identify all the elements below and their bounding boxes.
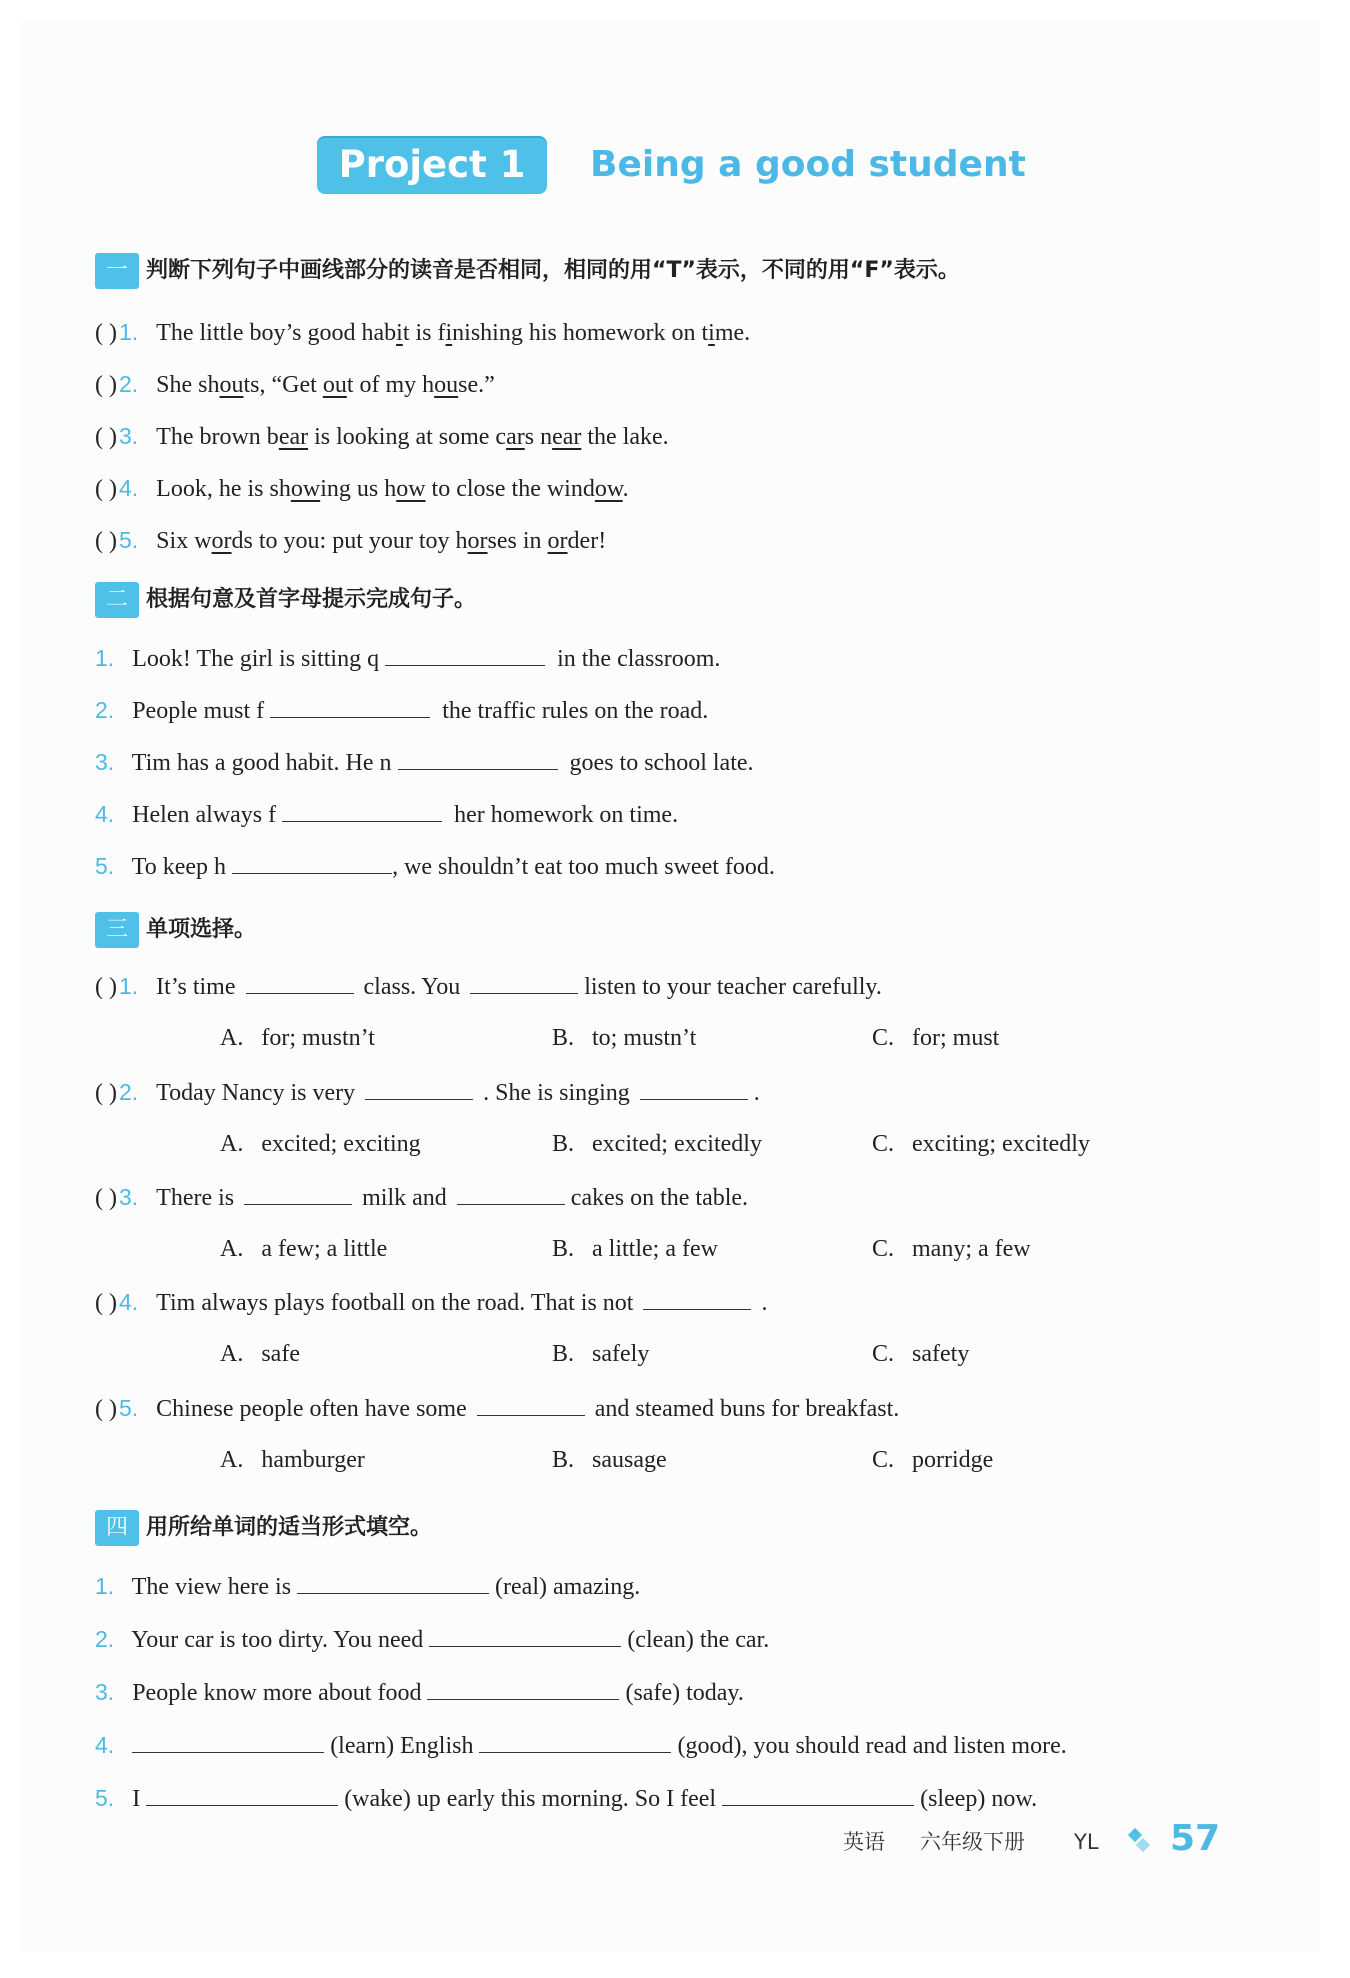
question-text: There is bbox=[156, 1185, 235, 1211]
option-text: exciting; excitedly bbox=[912, 1131, 1090, 1157]
section-1-number: 一 bbox=[95, 253, 139, 289]
s2-num: 4. bbox=[95, 801, 115, 827]
answer-parentheses[interactable]: ( ) bbox=[95, 1396, 117, 1422]
underlined-letters: i bbox=[708, 320, 715, 346]
underlined-letters: ow bbox=[594, 476, 623, 502]
sentence-text: s n bbox=[524, 424, 553, 450]
s2-item-5 bbox=[95, 850, 775, 883]
section-4-number: 四 bbox=[95, 1510, 139, 1546]
option-letter: A. bbox=[220, 1447, 244, 1473]
underlined-letters: or bbox=[467, 528, 488, 554]
option-text: excited; excitedly bbox=[592, 1131, 762, 1157]
s4-num: 1. bbox=[95, 1573, 115, 1599]
s2-text: in the classroom. bbox=[557, 646, 721, 672]
answer-blank[interactable] bbox=[282, 799, 442, 822]
section-4-instruction: 用所给单词的适当形式填空。 bbox=[146, 1515, 433, 1540]
option-letter: A. bbox=[220, 1025, 244, 1051]
sentence-text: Six w bbox=[156, 528, 212, 554]
question-number: 2. bbox=[118, 1079, 139, 1105]
question-number: 4. bbox=[118, 1289, 139, 1315]
answer-parentheses[interactable]: ( ) bbox=[95, 1080, 117, 1106]
option-letter: B. bbox=[552, 1236, 575, 1262]
s4-text: (learn) English bbox=[330, 1733, 474, 1759]
s2-num: 2. bbox=[95, 697, 115, 723]
footer-edition: YL bbox=[1074, 1830, 1099, 1854]
s4-item-2 bbox=[95, 1623, 769, 1656]
option-c[interactable] bbox=[872, 1128, 1090, 1160]
question-text: . She is singing bbox=[483, 1080, 630, 1106]
sentence-text: se.” bbox=[458, 372, 495, 398]
answer-blank[interactable] bbox=[246, 971, 354, 994]
sentence-text: She sh bbox=[156, 372, 220, 398]
s2-text: goes to school late. bbox=[569, 750, 754, 776]
option-b[interactable] bbox=[552, 1233, 718, 1265]
option-text: a few; a little bbox=[261, 1236, 388, 1262]
option-text: safely bbox=[592, 1341, 650, 1367]
question-text: milk and bbox=[362, 1185, 447, 1211]
page-title: Being a good student bbox=[590, 144, 1026, 185]
answer-blank[interactable] bbox=[146, 1783, 338, 1806]
option-letter: B. bbox=[552, 1025, 575, 1051]
option-text: for; mustn’t bbox=[261, 1025, 375, 1051]
s2-text: To keep h bbox=[131, 854, 227, 880]
s3-item-3 bbox=[95, 1181, 748, 1214]
answer-blank[interactable] bbox=[365, 1077, 473, 1100]
s4-item-3 bbox=[95, 1676, 744, 1709]
question-text: . bbox=[761, 1290, 768, 1316]
sentence-text: nishing his homework on t bbox=[452, 320, 709, 346]
underlined-letters: ow bbox=[290, 476, 321, 502]
s4-text: (wake) up early this morning. So I feel bbox=[344, 1786, 717, 1812]
question-number: 3. bbox=[118, 1184, 139, 1210]
s3-item-1 bbox=[95, 970, 882, 1003]
s4-text: (good), you should read and listen more. bbox=[677, 1733, 1067, 1759]
option-text: porridge bbox=[912, 1447, 994, 1473]
answer-blank[interactable] bbox=[297, 1571, 489, 1594]
s4-text: (clean) the car. bbox=[627, 1627, 770, 1653]
s2-num: 5. bbox=[95, 853, 115, 879]
sentence-text: Look, he is sh bbox=[156, 476, 291, 502]
sentence-text: the lake. bbox=[581, 424, 669, 450]
s4-num: 4. bbox=[95, 1732, 115, 1758]
footer-subject: 英语 bbox=[843, 1830, 885, 1854]
answer-blank[interactable] bbox=[722, 1783, 914, 1806]
footer-grade: 六年级下册 bbox=[920, 1830, 1025, 1854]
answer-parentheses[interactable]: ( ) bbox=[95, 1185, 117, 1211]
answer-blank[interactable] bbox=[385, 643, 545, 666]
option-a[interactable] bbox=[220, 1338, 300, 1370]
question-number: 1. bbox=[118, 319, 139, 345]
answer-blank[interactable] bbox=[477, 1393, 585, 1416]
question-text: cakes on the table. bbox=[570, 1185, 749, 1211]
option-text: to; mustn’t bbox=[592, 1025, 697, 1051]
page-number: 57 bbox=[1170, 1818, 1221, 1859]
s3-item-5 bbox=[95, 1392, 899, 1425]
option-text: for; must bbox=[912, 1025, 1000, 1051]
answer-blank[interactable] bbox=[132, 1730, 324, 1753]
s2-num: 1. bbox=[95, 645, 115, 671]
s3-item-4 bbox=[95, 1286, 767, 1319]
question-text: Tim always plays football on the road. That is not bbox=[156, 1290, 634, 1316]
option-letter: C. bbox=[872, 1236, 895, 1262]
question-number: 5. bbox=[118, 527, 139, 553]
option-c[interactable] bbox=[872, 1338, 969, 1370]
s2-text: her homework on time. bbox=[454, 802, 679, 828]
answer-parentheses[interactable]: ( ) bbox=[95, 974, 117, 1000]
question-text: class. You bbox=[363, 974, 461, 1000]
s4-text: (safe) today. bbox=[625, 1680, 744, 1706]
question-number: 1. bbox=[118, 973, 139, 999]
answer-blank[interactable] bbox=[244, 1182, 352, 1205]
s1-item-4 bbox=[95, 472, 629, 505]
s1-item-5 bbox=[95, 524, 606, 557]
option-b[interactable] bbox=[552, 1022, 696, 1054]
underlined-letters: or bbox=[547, 528, 568, 554]
sentence-text: t is f bbox=[402, 320, 446, 346]
s2-item-2 bbox=[95, 694, 708, 727]
answer-blank[interactable] bbox=[427, 1677, 619, 1700]
sentence-text: der! bbox=[567, 528, 607, 554]
option-letter: C. bbox=[872, 1025, 895, 1051]
sentence-text: me. bbox=[714, 320, 751, 346]
underlined-letters: ow bbox=[396, 476, 426, 502]
option-letter: B. bbox=[552, 1131, 575, 1157]
s2-item-3 bbox=[95, 746, 754, 779]
option-text: safety bbox=[912, 1341, 970, 1367]
s2-text: Helen always f bbox=[132, 802, 277, 828]
s4-text: People know more about food bbox=[132, 1680, 422, 1706]
answer-parentheses[interactable]: ( ) bbox=[95, 1290, 117, 1316]
underlined-letters: ou bbox=[434, 372, 459, 398]
sentence-text: The brown b bbox=[156, 424, 279, 450]
question-text: It’s time bbox=[156, 974, 236, 1000]
sentence-text: ds to you: put your toy h bbox=[231, 528, 468, 554]
option-letter: C. bbox=[872, 1341, 895, 1367]
answer-blank[interactable] bbox=[470, 971, 578, 994]
answer-parentheses[interactable]: ( ) bbox=[95, 424, 117, 450]
section-2-number: 二 bbox=[95, 582, 139, 618]
option-b[interactable] bbox=[552, 1128, 762, 1160]
sentence-text: ses in bbox=[487, 528, 548, 554]
question-number: 2. bbox=[118, 371, 139, 397]
option-a[interactable] bbox=[220, 1444, 365, 1476]
answer-blank[interactable] bbox=[479, 1730, 671, 1753]
answer-parentheses[interactable]: ( ) bbox=[95, 320, 117, 346]
s2-item-1 bbox=[95, 642, 720, 675]
sentence-text: ing us h bbox=[320, 476, 397, 502]
question-text: Today Nancy is very bbox=[156, 1080, 356, 1106]
question-text: listen to your teacher carefully. bbox=[584, 974, 882, 1000]
option-text: hamburger bbox=[261, 1447, 365, 1473]
question-text: Chinese people often have some bbox=[156, 1396, 467, 1422]
s4-item-1 bbox=[95, 1570, 640, 1603]
answer-blank[interactable] bbox=[270, 695, 430, 718]
option-c[interactable] bbox=[872, 1233, 1031, 1265]
question-text: and steamed buns for breakfast. bbox=[594, 1396, 900, 1422]
s1-item-3 bbox=[95, 420, 669, 453]
option-a[interactable] bbox=[220, 1022, 375, 1054]
s4-text: The view here is bbox=[131, 1574, 292, 1600]
option-letter: A. bbox=[220, 1341, 244, 1367]
s2-text: Tim has a good habit. He n bbox=[131, 750, 392, 776]
underlined-letters: ear bbox=[278, 424, 309, 450]
option-letter: C. bbox=[872, 1447, 895, 1473]
option-text: safe bbox=[261, 1341, 300, 1367]
question-text: . bbox=[753, 1080, 760, 1106]
underlined-letters: ou bbox=[322, 372, 347, 398]
s4-text: (real) amazing. bbox=[495, 1574, 641, 1600]
s1-item-1 bbox=[95, 316, 750, 349]
option-letter: A. bbox=[220, 1236, 244, 1262]
answer-blank[interactable] bbox=[429, 1624, 621, 1647]
underlined-letters: i bbox=[396, 320, 403, 346]
s2-num: 3. bbox=[95, 749, 115, 775]
sentence-text: to close the wind bbox=[425, 476, 595, 502]
answer-blank[interactable] bbox=[640, 1077, 748, 1100]
question-number: 4. bbox=[118, 475, 139, 501]
sentence-text: is looking at some c bbox=[308, 424, 507, 450]
underlined-letters: or bbox=[211, 528, 232, 554]
s2-item-4 bbox=[95, 798, 678, 831]
option-text: sausage bbox=[592, 1447, 667, 1473]
option-b[interactable] bbox=[552, 1444, 667, 1476]
option-c[interactable] bbox=[872, 1022, 999, 1054]
s3-item-2 bbox=[95, 1076, 760, 1109]
sentence-text: . bbox=[622, 476, 629, 502]
section-2-instruction: 根据句意及首字母提示完成句子。 bbox=[146, 587, 477, 612]
option-text: many; a few bbox=[912, 1236, 1031, 1262]
s4-text: Your car is too dirty. You need bbox=[131, 1627, 424, 1653]
s4-text: (sleep) now. bbox=[920, 1786, 1038, 1812]
s4-num: 3. bbox=[95, 1679, 115, 1705]
s2-text: People must f bbox=[132, 698, 265, 724]
sentence-text: ts, “Get bbox=[243, 372, 323, 398]
answer-parentheses[interactable]: ( ) bbox=[95, 528, 117, 554]
option-letter: C. bbox=[872, 1131, 895, 1157]
project-badge: Project 1 bbox=[317, 136, 547, 194]
answer-parentheses[interactable]: ( ) bbox=[95, 372, 117, 398]
s4-num: 2. bbox=[95, 1626, 115, 1652]
option-text: excited; exciting bbox=[261, 1131, 421, 1157]
s2-text: , we shouldn’t eat too much sweet food. bbox=[392, 854, 775, 880]
s4-num: 5. bbox=[95, 1785, 115, 1811]
s4-item-5 bbox=[95, 1782, 1037, 1815]
question-number: 5. bbox=[118, 1395, 139, 1421]
underlined-letters: ear bbox=[552, 424, 582, 450]
s2-text: Look! The girl is sitting q bbox=[132, 646, 380, 672]
answer-parentheses[interactable]: ( ) bbox=[95, 476, 117, 502]
s2-text: the traffic rules on the road. bbox=[442, 698, 709, 724]
sentence-text: t of my h bbox=[346, 372, 435, 398]
underlined-letters: ar bbox=[506, 424, 525, 450]
option-text: a little; a few bbox=[592, 1236, 718, 1262]
s1-item-2 bbox=[95, 368, 495, 401]
option-letter: B. bbox=[552, 1447, 575, 1473]
question-number: 3. bbox=[118, 423, 139, 449]
underlined-letters: i bbox=[445, 320, 453, 346]
answer-blank[interactable] bbox=[232, 851, 392, 874]
answer-blank[interactable] bbox=[643, 1287, 751, 1310]
answer-blank[interactable] bbox=[398, 747, 558, 770]
s4-text: I bbox=[132, 1786, 141, 1812]
option-a[interactable] bbox=[220, 1233, 387, 1265]
section-1-instruction: 判断下列句子中画线部分的读音是否相同，相同的用“T”表示，不同的用“F”表示。 bbox=[146, 258, 960, 283]
sentence-text: The little boy’s good hab bbox=[156, 320, 397, 346]
option-letter: B. bbox=[552, 1341, 575, 1367]
underlined-letters: ou bbox=[219, 372, 244, 398]
option-letter: A. bbox=[220, 1131, 244, 1157]
option-b[interactable] bbox=[552, 1338, 649, 1370]
option-a[interactable] bbox=[220, 1128, 421, 1160]
section-3-number: 三 bbox=[95, 912, 139, 948]
s4-item-4 bbox=[95, 1729, 1067, 1762]
section-3-instruction: 单项选择。 bbox=[146, 917, 257, 942]
answer-blank[interactable] bbox=[457, 1182, 565, 1205]
option-c[interactable] bbox=[872, 1444, 993, 1476]
